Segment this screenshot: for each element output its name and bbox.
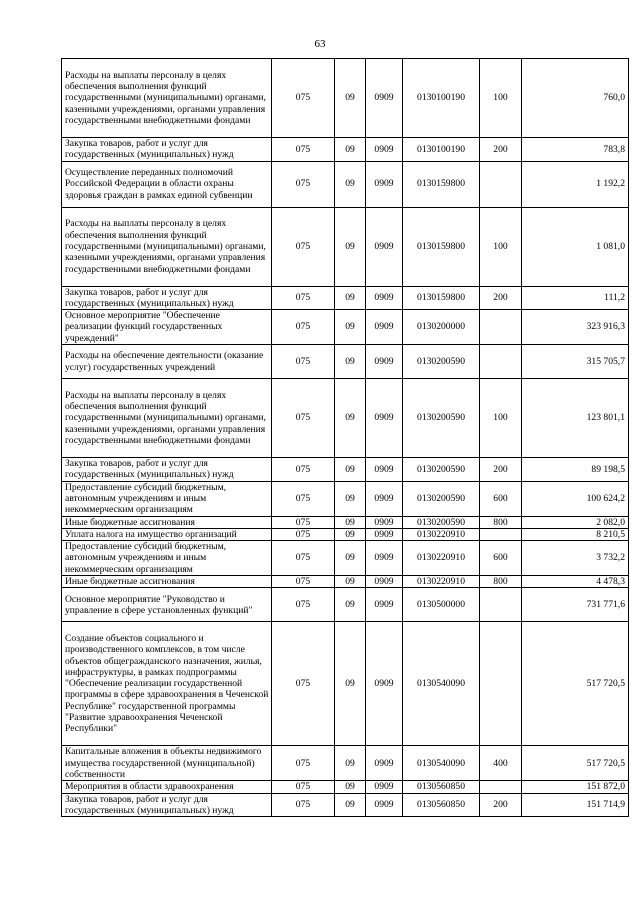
- ministry-code: 075: [272, 138, 335, 162]
- row-description: Иные бюджетные ассигнования: [62, 516, 272, 528]
- subsection-code: 0909: [366, 781, 403, 793]
- ministry-code: 075: [272, 345, 335, 379]
- target-article-code: 0130560850: [403, 781, 480, 793]
- amount-value: 123 801,1: [522, 379, 629, 458]
- subsection-code: 0909: [366, 528, 403, 540]
- budget-table: [61, 58, 629, 817]
- amount-value: 8 210,5: [522, 528, 629, 540]
- table-row: [62, 286, 629, 310]
- ministry-code: 075: [272, 746, 335, 781]
- expense-type-code: [480, 588, 522, 622]
- table-row: [62, 138, 629, 162]
- table-row: [62, 458, 629, 482]
- row-description: Закупка товаров, работ и услуг для государственных (муниципальных) нужд: [62, 793, 272, 817]
- amount-value: 2 082,0: [522, 516, 629, 528]
- target-article-code: 0130159800: [403, 207, 480, 286]
- target-article-code: 0130159800: [403, 161, 480, 207]
- section-code: 09: [335, 481, 366, 516]
- expense-type-code: 200: [480, 793, 522, 817]
- expense-type-code: [480, 161, 522, 207]
- subsection-code: 0909: [366, 458, 403, 482]
- section-code: 09: [335, 59, 366, 138]
- amount-value: 731 771,6: [522, 588, 629, 622]
- ministry-code: 075: [272, 576, 335, 588]
- expense-type-code: [480, 622, 522, 746]
- section-code: 09: [335, 516, 366, 528]
- subsection-code: 0909: [366, 541, 403, 576]
- amount-value: 100 624,2: [522, 481, 629, 516]
- row-description: Расходы на обеспечение деятельности (оказание услуг) государственных учреждений: [62, 345, 272, 379]
- table-body: [62, 59, 629, 817]
- target-article-code: 0130220910: [403, 528, 480, 540]
- subsection-code: 0909: [366, 310, 403, 345]
- section-code: 09: [335, 138, 366, 162]
- amount-value: 89 198,5: [522, 458, 629, 482]
- target-article-code: 0130500000: [403, 588, 480, 622]
- ministry-code: 075: [272, 622, 335, 746]
- section-code: 09: [335, 588, 366, 622]
- table-row: [62, 481, 629, 516]
- expense-type-code: [480, 345, 522, 379]
- row-description: Закупка товаров, работ и услуг для государственных (муниципальных) нужд: [62, 138, 272, 162]
- expense-type-code: 200: [480, 458, 522, 482]
- section-code: 09: [335, 345, 366, 379]
- expense-type-code: 100: [480, 379, 522, 458]
- row-description: Иные бюджетные ассигнования: [62, 576, 272, 588]
- expense-type-code: [480, 781, 522, 793]
- expense-type-code: 200: [480, 138, 522, 162]
- table-row: [62, 746, 629, 781]
- section-code: 09: [335, 793, 366, 817]
- table-row: [62, 793, 629, 817]
- table-row: [62, 622, 629, 746]
- expense-type-code: 800: [480, 576, 522, 588]
- page-number: 63: [314, 38, 326, 50]
- expense-type-code: 100: [480, 207, 522, 286]
- subsection-code: 0909: [366, 588, 403, 622]
- target-article-code: 0130540090: [403, 746, 480, 781]
- row-description: Расходы на выплаты персоналу в целях обеспечения выполнения функций государственными (муниципальными) органами, казенными учреждениями, органами управления государственными внебюджетными фондами: [62, 59, 272, 138]
- target-article-code: 0130560850: [403, 793, 480, 817]
- ministry-code: 075: [272, 310, 335, 345]
- ministry-code: 075: [272, 588, 335, 622]
- amount-value: 1 192,2: [522, 161, 629, 207]
- target-article-code: 0130220910: [403, 576, 480, 588]
- ministry-code: 075: [272, 781, 335, 793]
- subsection-code: 0909: [366, 746, 403, 781]
- subsection-code: 0909: [366, 576, 403, 588]
- section-code: 09: [335, 207, 366, 286]
- table-row: [62, 345, 629, 379]
- section-code: 09: [335, 746, 366, 781]
- table-row: [62, 588, 629, 622]
- expense-type-code: 400: [480, 746, 522, 781]
- section-code: 09: [335, 528, 366, 540]
- section-code: 09: [335, 622, 366, 746]
- section-code: 09: [335, 541, 366, 576]
- table-row: [62, 781, 629, 793]
- ministry-code: 075: [272, 793, 335, 817]
- ministry-code: 075: [272, 379, 335, 458]
- table-row: [62, 59, 629, 138]
- table-row: [62, 541, 629, 576]
- target-article-code: 0130200590: [403, 481, 480, 516]
- row-description: Капитальные вложения в объекты недвижимого имущества государственной (муниципальной) собственности: [62, 746, 272, 781]
- row-description: Расходы на выплаты персоналу в целях обеспечения выполнения функций государственными (муниципальными) органами, казенными учреждениями, органами управления государственными внебюджетными фондами: [62, 379, 272, 458]
- subsection-code: 0909: [366, 138, 403, 162]
- ministry-code: 075: [272, 161, 335, 207]
- subsection-code: 0909: [366, 481, 403, 516]
- row-description: Создание объектов социального и производственного комплексов, в том числе объектов общегражданского назначения, жилья, инфраструктуры, в рамках подпрограммы "Обеспечение реализации государственной программы в сфере здравоохранения в Чеченской Республике" государственной программы "Развитие здравоохранения Чеченской Республики": [62, 622, 272, 746]
- subsection-code: 0909: [366, 379, 403, 458]
- target-article-code: 0130540090: [403, 622, 480, 746]
- row-description: Основное мероприятие "Обеспечение реализации функций государственных учреждений": [62, 310, 272, 345]
- ministry-code: 075: [272, 286, 335, 310]
- expense-type-code: 600: [480, 481, 522, 516]
- subsection-code: 0909: [366, 161, 403, 207]
- ministry-code: 075: [272, 481, 335, 516]
- row-description: Основное мероприятие "Руководство и управление в сфере установленных функций": [62, 588, 272, 622]
- amount-value: 517 720,5: [522, 746, 629, 781]
- subsection-code: 0909: [366, 207, 403, 286]
- section-code: 09: [335, 781, 366, 793]
- subsection-code: 0909: [366, 59, 403, 138]
- table-row: [62, 528, 629, 540]
- section-code: 09: [335, 310, 366, 345]
- ministry-code: 075: [272, 516, 335, 528]
- ministry-code: 075: [272, 541, 335, 576]
- table-row: [62, 516, 629, 528]
- expense-type-code: 800: [480, 516, 522, 528]
- amount-value: 111,2: [522, 286, 629, 310]
- target-article-code: 0130159800: [403, 286, 480, 310]
- row-description: Закупка товаров, работ и услуг для государственных (муниципальных) нужд: [62, 286, 272, 310]
- target-article-code: 0130100190: [403, 59, 480, 138]
- section-code: 09: [335, 286, 366, 310]
- expense-type-code: 100: [480, 59, 522, 138]
- target-article-code: 0130200000: [403, 310, 480, 345]
- ministry-code: 075: [272, 59, 335, 138]
- amount-value: 151 872,0: [522, 781, 629, 793]
- target-article-code: 0130200590: [403, 379, 480, 458]
- amount-value: 517 720,5: [522, 622, 629, 746]
- table-row: [62, 207, 629, 286]
- section-code: 09: [335, 458, 366, 482]
- row-description: Предоставление субсидий бюджетным, автономным учреждениям и иным некоммерческим организациям: [62, 541, 272, 576]
- row-description: Расходы на выплаты персоналу в целях обеспечения выполнения функций государственными (муниципальными) органами, казенными учреждениями, органами управления государственными внебюджетными фондами: [62, 207, 272, 286]
- amount-value: 323 916,3: [522, 310, 629, 345]
- subsection-code: 0909: [366, 622, 403, 746]
- section-code: 09: [335, 576, 366, 588]
- target-article-code: 0130200590: [403, 345, 480, 379]
- table-row: [62, 576, 629, 588]
- amount-value: 3 732,2: [522, 541, 629, 576]
- target-article-code: 0130200590: [403, 458, 480, 482]
- expense-type-code: [480, 310, 522, 345]
- amount-value: 1 081,0: [522, 207, 629, 286]
- ministry-code: 075: [272, 528, 335, 540]
- row-description: Закупка товаров, работ и услуг для государственных (муниципальных) нужд: [62, 458, 272, 482]
- amount-value: 783,8: [522, 138, 629, 162]
- amount-value: 760,0: [522, 59, 629, 138]
- target-article-code: 0130200590: [403, 516, 480, 528]
- expense-type-code: 200: [480, 286, 522, 310]
- row-description: Мероприятия в области здравоохранения: [62, 781, 272, 793]
- table-row: [62, 379, 629, 458]
- amount-value: 4 478,3: [522, 576, 629, 588]
- table-row: [62, 310, 629, 345]
- ministry-code: 075: [272, 458, 335, 482]
- section-code: 09: [335, 161, 366, 207]
- expense-type-code: 600: [480, 541, 522, 576]
- target-article-code: 0130220910: [403, 541, 480, 576]
- ministry-code: 075: [272, 207, 335, 286]
- expense-type-code: [480, 528, 522, 540]
- amount-value: 315 705,7: [522, 345, 629, 379]
- subsection-code: 0909: [366, 516, 403, 528]
- subsection-code: 0909: [366, 793, 403, 817]
- row-description: Предоставление субсидий бюджетным, автономным учреждениям и иным некоммерческим организациям: [62, 481, 272, 516]
- row-description: Осуществление переданных полномочий Российской Федерации в области охраны здоровья граждан в рамках единой субвенции: [62, 161, 272, 207]
- section-code: 09: [335, 379, 366, 458]
- table-row: [62, 161, 629, 207]
- amount-value: 151 714,9: [522, 793, 629, 817]
- row-description: Уплата налога на имущество организаций: [62, 528, 272, 540]
- subsection-code: 0909: [366, 345, 403, 379]
- subsection-code: 0909: [366, 286, 403, 310]
- target-article-code: 0130100190: [403, 138, 480, 162]
